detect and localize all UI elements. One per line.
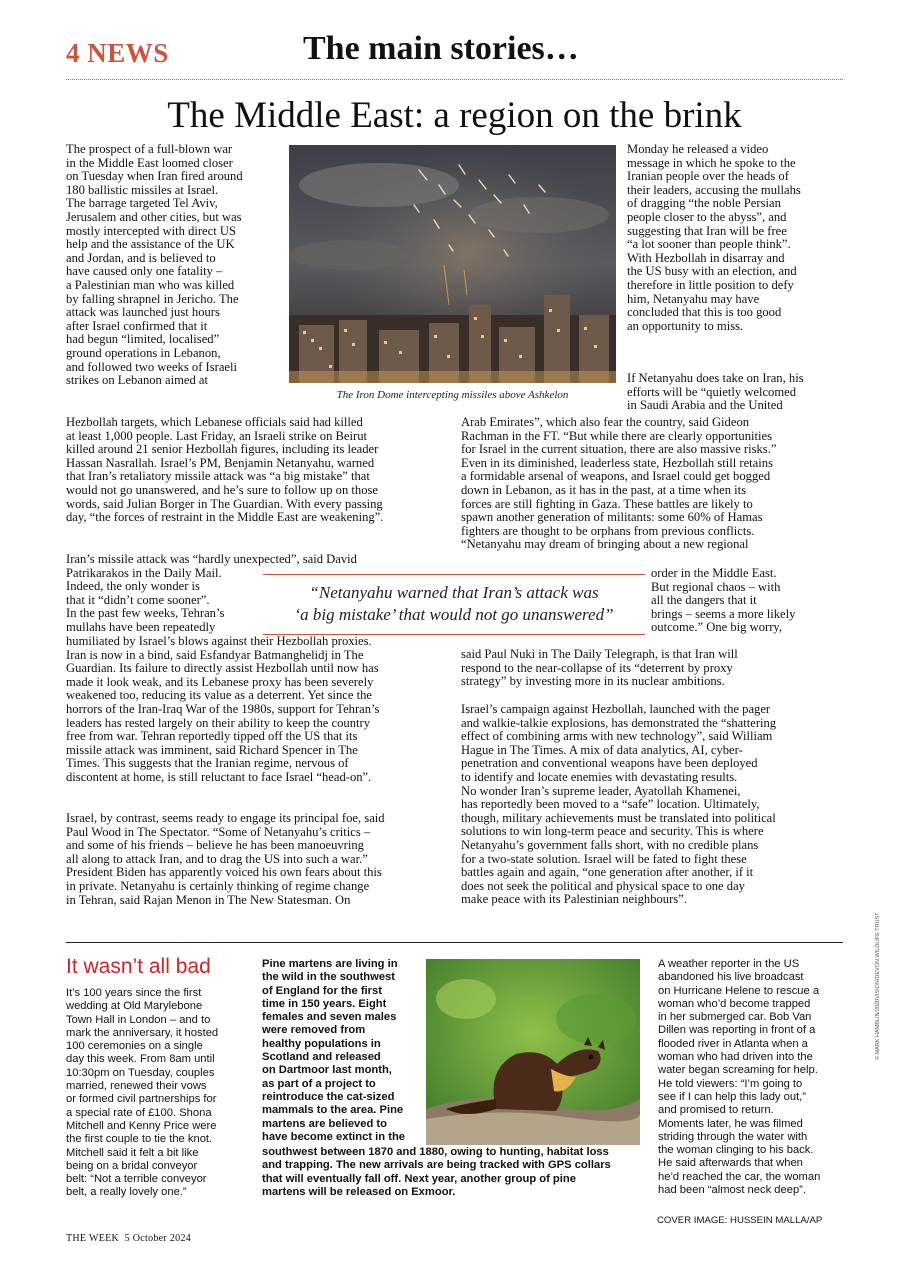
text-line: being on a bridal conveyor [66, 1159, 198, 1172]
text-line: 10:30pm on Tuesday, couples [66, 1066, 215, 1079]
pine-marten-story-top [262, 958, 422, 1144]
text-line: help and the assistance of the UK [66, 237, 235, 252]
text-line: were removed from [262, 1024, 366, 1037]
text-line: In the past few weeks, Tehran’s [66, 606, 225, 621]
text-line: He told viewers: “I’m going to [658, 1077, 803, 1090]
text-line: said Paul Nuki in The Daily Telegraph, is that Iran will [461, 647, 738, 661]
article-col1-p3 [66, 812, 451, 907]
weather-reporter-story [658, 958, 848, 1197]
text-line: on Dartmoor last month, [262, 1064, 392, 1077]
text-line: healthy populations in [262, 1037, 381, 1050]
article-col2-p3 [461, 703, 846, 907]
text-line: have caused only one fatality – [66, 264, 223, 279]
text-line: strategy” by investing more in its nuclear ambitions. [461, 674, 725, 689]
text-line: the US busy with an election, and [627, 264, 797, 279]
text-line: effect of combining arms with new technology”, said William [461, 729, 773, 744]
text-line: water began screaming for help. [658, 1064, 818, 1077]
iron-dome-photo [289, 145, 616, 383]
article-col2-wide [461, 416, 846, 552]
text-line: A weather reporter in the US [658, 958, 800, 970]
text-line: Indeed, the only wonder is [66, 579, 200, 594]
issue-footer: THE WEEK 5 October 2024 [66, 1233, 192, 1244]
text-line: would not go unanswered, and he’s sure to follow up on those [66, 482, 378, 497]
text-line: leaders has rested largely on their ability to keep the country [66, 715, 371, 730]
text-line: martens will be released on Exmoor. [262, 1185, 456, 1198]
article-col1-wide [66, 416, 451, 525]
text-line: striding through the water with [658, 1130, 808, 1143]
text-line: and promised to return. [658, 1104, 774, 1117]
text-line: Hassan Nasrallah. Israel’s PM, Benjamin Netanyahu, warned [66, 455, 375, 470]
pull-quote [258, 582, 650, 626]
text-line: and some of his friends – believe he has been manoeuvring [66, 838, 364, 853]
text-line: concluded that this is too good [627, 305, 782, 320]
text-line: The prospect of a full-blown war [66, 142, 233, 156]
text-line: woman who’d become trapped [658, 997, 811, 1010]
text-line: married, renewed their vows [66, 1080, 207, 1093]
article-col3-top [627, 143, 847, 333]
text-line: “a lot sooner than people think”. [627, 237, 791, 252]
pull-quote-rule-top [263, 574, 645, 575]
header-rule [66, 79, 843, 80]
text-line: 180 ballistic missiles at Israel. [66, 182, 219, 197]
text-line: make peace with its Palestinian neighbours”. [461, 892, 687, 907]
text-line: President Biden has apparently voiced his own fears about this [66, 865, 382, 880]
text-line: people closer to the abyss”, and [627, 209, 787, 224]
section-label: 4 NEWS [66, 38, 169, 68]
article-col3-p2 [627, 372, 847, 413]
text-line: Even in its diminished, leaderless state, Hezbollah still retains [461, 455, 773, 470]
text-line: forces are still fighting in Gaza. These battles are likely to [461, 496, 753, 511]
text-line: after Israel confirmed that it [66, 318, 208, 333]
text-line: discontent at home, is still reluctant to face Israel “head-on”. [66, 769, 372, 784]
text-line: an opportunity to miss. [627, 318, 744, 333]
text-line: reintroduce the cat-sized [262, 1090, 395, 1103]
text-line: though, military achievements must be translated into political [461, 810, 776, 825]
text-line: Iran’s missile attack was “hardly unexpected”, said David [66, 552, 357, 566]
text-line: Jerusalem and other cities, but was [66, 209, 242, 224]
cover-image-credit: COVER IMAGE: HUSSEIN MALLA/AP [657, 1215, 823, 1226]
text-line: in her submerged car. Bob Van [658, 1011, 812, 1024]
text-line: the first couple to tie the knot. [66, 1133, 213, 1146]
text-line: belt, a really lovely one.” [66, 1186, 187, 1199]
text-line: mullahs have been repeatedly [66, 619, 216, 634]
text-line: that will eventually fall off. Next year, another group of pine [262, 1172, 576, 1185]
text-line: southwest between 1870 and 1880, owing to hunting, habitat loss [262, 1146, 609, 1158]
text-line: He said afterwards that when [658, 1157, 803, 1170]
text-line: and trapping. The new arrivals are being tracked with GPS collars [262, 1159, 611, 1172]
text-line: weakened too, reducing its value as a deterrent. Yet since the [66, 688, 372, 703]
text-line: With Hezbollah in disarray and [627, 250, 785, 265]
text-line: Town Hall in London – and to [66, 1013, 211, 1026]
text-line: time in 150 years. Eight [262, 997, 387, 1010]
text-line: all along to attack Iran, and to drag the US into such a war.” [66, 851, 368, 866]
text-line: in private. Netanyahu is certainly thinking of regime change [66, 878, 370, 893]
text-line: for a two-state solution. Israel will be fated to fight these [461, 851, 747, 866]
text-line: efforts will be “quietly welcomed [627, 384, 797, 399]
text-line: and Jordan, and is believed to [66, 250, 216, 265]
text-line: had been “almost neck deep”. [658, 1184, 807, 1197]
text-line: mostly intercepted with direct US [66, 223, 236, 238]
text-line: the woman clinging to his back. [658, 1144, 814, 1157]
text-line: martens are believed to [262, 1117, 387, 1130]
text-line: Hague in The Times. A mix of data analytics, AI, cyber- [461, 742, 743, 757]
article-col2-after-quote [461, 648, 846, 689]
text-line: Scotland and released [262, 1051, 381, 1064]
text-line: at least 1,000 people. Last Friday, an Israeli strike on Beirut [66, 428, 368, 443]
text-line: day, “the forces of restraint in the Middle East are weakening”. [66, 510, 384, 525]
text-line: strikes on Lebanon aimed at [66, 373, 208, 388]
text-line: in the Middle East loomed closer [66, 155, 233, 170]
text-line: has reportedly been moved to a “safe” location. Ultimately, [461, 797, 760, 812]
text-line: penetration and conventional weapons have been deployed [461, 756, 758, 771]
text-line: Hezbollah targets, which Lebanese officials said had killed [66, 415, 363, 429]
text-line: Dillen was reporting in front of a [658, 1024, 816, 1037]
text-line: Patrikarakos in the Daily Mail. [66, 565, 222, 580]
article-col1-top [66, 143, 286, 388]
text-line: Mitchell said it felt a bit like [66, 1146, 199, 1159]
text-line: a special rate of £100. Shona [66, 1106, 212, 1119]
text-line: all the dangers that it [651, 593, 757, 608]
text-line: Pine martens are living in [262, 958, 398, 970]
text-line: the wild in the southwest [262, 971, 396, 984]
photo-caption: The Iron Dome intercepting missiles above Ashkelon [336, 389, 569, 401]
article-col3-narrow [651, 567, 851, 635]
text-line: Israel’s campaign against Hezbollah, launched with the pager [461, 702, 771, 716]
text-line: attack was launched just hours [66, 305, 220, 320]
text-line: does not seek the political and physical space to one day [461, 878, 745, 893]
section-divider [66, 942, 843, 943]
text-line: for Israel in the current situation, there are also massive risks.” [461, 442, 777, 457]
text-line: brings – seems a more likely [651, 606, 796, 621]
text-line: 100 ceremonies on a single [66, 1040, 203, 1053]
text-line: of dragging “the noble Persian [627, 196, 781, 211]
text-line: have become extinct in the [262, 1130, 405, 1143]
pine-marten-story-wide [262, 1146, 652, 1199]
text-line: day this week. From 8am until [66, 1053, 215, 1066]
text-line: or formed civil partnerships for [66, 1093, 217, 1106]
text-line: order in the Middle East. [651, 566, 777, 580]
wedding-story [66, 987, 246, 1200]
text-line: their leaders, accusing the mullahs [627, 182, 801, 197]
text-line: mark the anniversary, it hosted [66, 1026, 219, 1039]
text-line: Moments later, he was filmed [658, 1117, 803, 1130]
text-line: and followed two weeks of Israeli [66, 359, 238, 374]
text-line: a Palestinian man who was killed [66, 277, 235, 292]
text-line: therefore in little position to defy [627, 277, 794, 292]
text-line: If Netanyahu does take on Iran, his [627, 371, 804, 385]
text-line: killed around 21 senior Hezbollah figures, including its leader [66, 442, 379, 457]
text-line: Times. This suggests that the Iranian regime, nervous of [66, 756, 349, 771]
text-line: him, Netanyahu may have [627, 291, 760, 306]
text-line: belt: “Not a terrible conveyor [66, 1173, 207, 1186]
text-line: message in which he spoke to the [627, 155, 796, 170]
pine-marten-image [426, 959, 640, 1145]
text-line: down in Lebanon, as it has in the past, at a time when its [461, 482, 747, 497]
text-line: in Saudi Arabia and the United [627, 398, 783, 413]
article-headline: The Middle East: a region on the brink [167, 95, 742, 136]
text-line: The barrage targeted Tel Aviv, [66, 196, 218, 211]
text-line: Iran is now in a bind, said Esfandyar Batmanghelidj in The [66, 647, 364, 662]
text-line: on Tuesday when Iran fired around [66, 169, 243, 184]
text-line: Mitchell and Kenny Price were [66, 1119, 217, 1132]
text-line: But regional chaos – with [651, 579, 781, 594]
text-line: by falling shrapnel in Jericho. The [66, 291, 239, 306]
text-line: battles again and again, “one generation after another, if it [461, 865, 754, 880]
text-line: Monday he released a video [627, 142, 769, 156]
text-line: mammals to the area. Pine [262, 1104, 404, 1117]
article-col1-p2-rest [66, 635, 451, 785]
pull-quote-line: ‘a big mistake’ that would not go unanswered” [294, 605, 614, 624]
text-line: Israel, by contrast, seems ready to engage its principal foe, said [66, 811, 385, 825]
text-line: ground operations in Lebanon, [66, 345, 221, 360]
text-line: spawn another generation of militants: some 60% of Hamas [461, 510, 763, 525]
text-line: in Tehran, said Rajan Menon in The New Statesman. On [66, 892, 351, 907]
text-line: a formidable arsenal of weapons, and Israel could get bogged [461, 469, 771, 484]
text-line: that it “didn’t come sooner”. [66, 592, 210, 607]
text-line: suggesting that Iran will be free [627, 223, 787, 238]
text-line: words, said Julian Borger in The Guardian. With every passing [66, 496, 383, 511]
text-line: Netanyahu’s government falls short, with no credible plans [461, 837, 759, 852]
text-line: to identify and locate enemies with devastating results. [461, 769, 738, 784]
text-line: and walkie-talkie explosions, has demonstrated the “shattering [461, 715, 777, 730]
text-line: solutions to win long-term peace and security. This is where [461, 824, 764, 839]
text-line: Paul Wood in The Spectator. “Some of Netanyahu’s critics – [66, 824, 371, 839]
pull-quote-line: “Netanyahu warned that Iran’s attack was [309, 583, 599, 602]
text-line: of England for the first [262, 984, 382, 997]
pine-marten-photo [426, 959, 640, 1145]
text-line: outcome.” One big worry, [651, 620, 783, 635]
text-line: humiliated by Israel’s blows against their Hezbollah proxies. [66, 634, 372, 648]
sidebar-title: It wasn’t all bad [66, 955, 211, 978]
photo-credit: © MARK HAMBLIN/2020VISION/DEVON WILDLIFE TRUST [875, 912, 881, 1060]
text-line: respond to the near-collapse of its “deterrent by proxy [461, 660, 733, 675]
text-line: he’d reached the car, the woman [658, 1170, 821, 1183]
text-line: had begun “limited, localised” [66, 332, 220, 347]
text-line: missile attack was imminent, said Richard Spencer in The [66, 742, 358, 757]
text-line: females and seven males [262, 1011, 397, 1024]
text-line: abandoned his live broadcast [658, 971, 804, 984]
text-line: free from war. Tehran reportedly tipped off the US that its [66, 729, 358, 744]
text-line: see if I can help this lady out,” [658, 1090, 807, 1103]
text-line: fighters are thought to be orphans from previous conflicts. [461, 523, 755, 538]
text-line: horrors of the Iran-Iraq War of the 1980s, support for Tehran’s [66, 701, 380, 716]
text-line: Iranian people over the heads of [627, 169, 789, 184]
text-line: “Netanyahu may dream of bringing about a new regional [461, 537, 749, 552]
text-line: that Iran’s retaliatory missile attack was “a big mistake” that [66, 469, 370, 484]
text-line: Guardian. Its failure to directly assist Hezbollah until now has [66, 661, 379, 676]
text-line: wedding at Old Marylebone [66, 1000, 203, 1013]
night-sky-missiles-image [289, 145, 616, 383]
text-line: Arab Emirates”, which also fear the country, said Gideon [461, 415, 750, 429]
page-title: The main stories… [303, 30, 579, 67]
text-line: on Hurricane Helene to rescue a [658, 984, 820, 997]
text-line: as part of a project to [262, 1077, 376, 1090]
text-line: flooded river in Atlanta when a [658, 1037, 808, 1050]
text-line: woman who had driven into the [658, 1051, 813, 1064]
text-line: No wonder Iran’s supreme leader, Ayatollah Khamenei, [461, 783, 741, 798]
text-line: made it look weak, and its Lebanese proxy has been severely [66, 674, 374, 689]
text-line: Rachman in the FT. “But while there are clearly opportunities [461, 428, 773, 443]
text-line: It’s 100 years since the first [66, 987, 202, 999]
